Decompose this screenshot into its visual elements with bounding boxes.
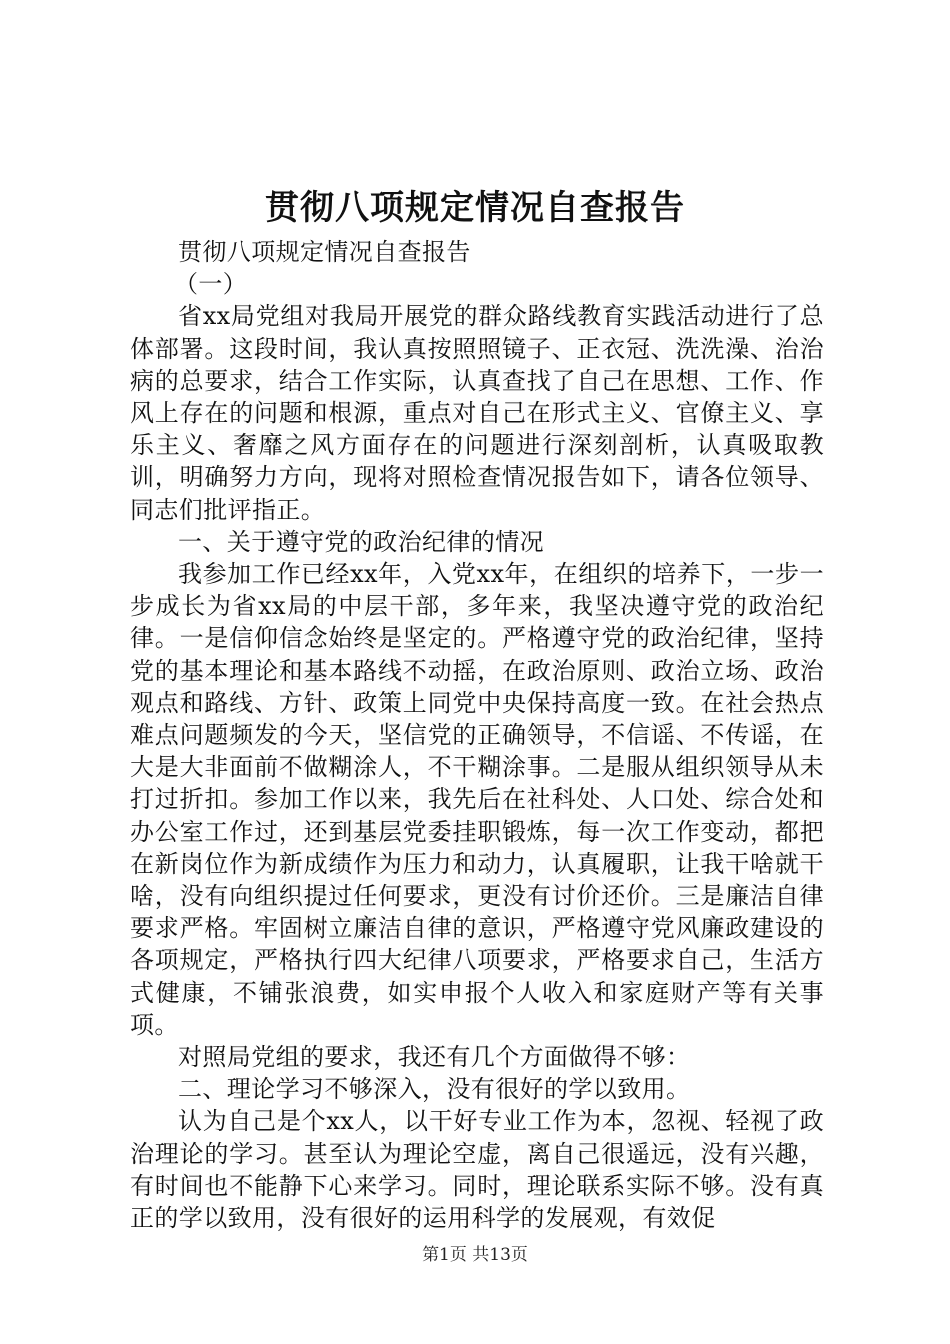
paragraph-heading-1: 一、关于遵守党的政治纪律的情况 xyxy=(178,527,544,556)
paragraph-heading-2: 二、理论学习不够深入，没有很好的学以致用。 xyxy=(178,1075,691,1104)
document-body xyxy=(130,236,824,1234)
paragraph-shortcomings-intro: 对照局党组的要求，我还有几个方面做得不够： xyxy=(178,1043,691,1072)
paragraph-theory-study: 认为自己是个xx人，以干好专业工作为本，忽视、轻视了政治理论的学习。甚至认为理论空虚，离自己很遥远，没有兴趣，有时间也不能静下心来学习。同时，理论联系实际不够。没有真正的学以致用，没有很好的运用科学的发展观，有效促 xyxy=(130,1107,824,1233)
paragraph-intro: 省xx局党组对我局开展党的群众路线教育实践活动进行了总体部署。这段时间，我认真按照照镜子、正衣冠、洗洗澡、治治病的总要求，结合工作实际，认真查找了自己在思想、工作、作风上存在的问题和根源，重点对自己在形式主义、官僚主义、享乐主义、奢靡之风方面存在的问题进行深刻剖析，认真吸取教训，明确努力方向，现将对照检查情况报告如下，请各位领导、同志们批评指正。 xyxy=(130,302,824,524)
paragraph-subtitle: 贯彻八项规定情况自查报告 xyxy=(178,238,471,266)
document-title: 贯彻八项规定情况自查报告 xyxy=(265,188,685,228)
paragraph-political-discipline: 我参加工作已经xx年，入党xx年，在组织的培养下，一步一步成长为省xx局的中层干部，多年来，我坚决遵守党的政治纪律。一是信仰信念始终是坚定的。严格遵守党的政治纪律，坚持党的基本理论和基本路线不动摇，在政治原则、政治立场、政治观点和路线、方针、政策上同党中央保持高度一致。在社会热点难点问题频发的今天，坚信党的正确领导，不信谣、不传谣，在大是大非面前不做糊涂人，不干糊涂事。二是服从组织领导从未打过折扣。参加工作以来，我先后在社科处、人口处、综合处和办公室工作过，还到基层党委挂职锻炼，每一次工作变动，都把在新岗位作为新成绩作为压力和动力，认真履职，让我干啥就干啥，没有向组织提过任何要求，更没有讨价还价。三是廉洁自律要求严格。牢固树立廉洁自律的意识，严格遵守党风廉政建设的各项规定，严格执行四大纪律八项要求，严格要求自己，生活方式健康，不铺张浪费，如实申报个人收入和家庭财产等有关事项。 xyxy=(130,560,824,1039)
page-number-footer: 第1页 共13页 xyxy=(422,1245,528,1265)
paragraph-section-number: （一） xyxy=(174,270,248,299)
